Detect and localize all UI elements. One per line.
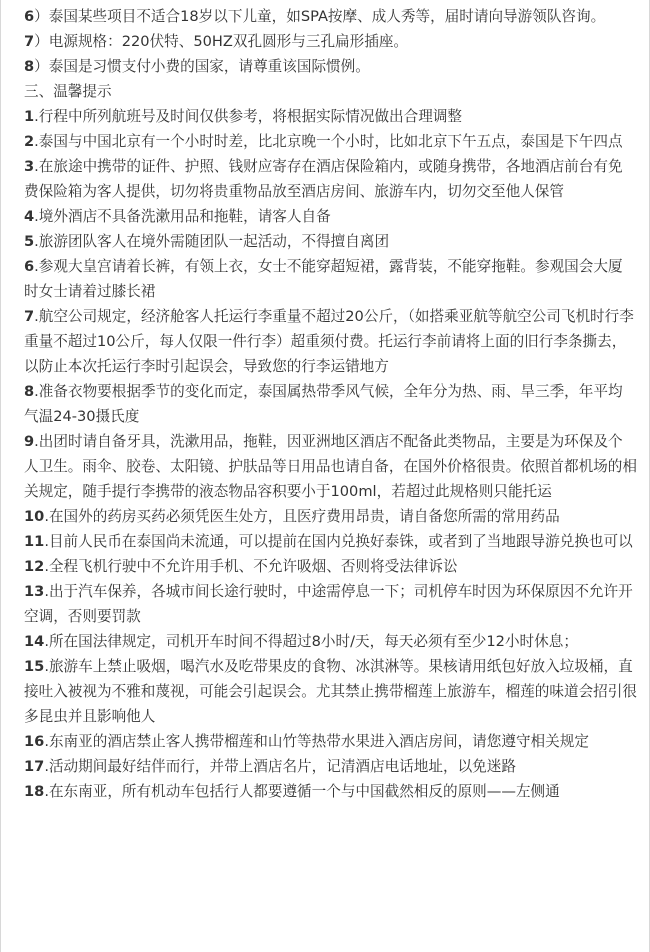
notice-item [24,254,637,304]
notice-item [24,104,637,129]
item-number: 1 [24,108,35,125]
item-number: 3 [24,158,35,175]
item-text: .全程飞机行驶中不允许用手机、不允许吸烟、否则将受法律诉讼 [44,558,458,575]
notice-item [24,229,637,254]
item-text: .参观大皇宫请着长裤，有领上衣，女士不能穿超短裙，露背装，不能穿拖鞋。参观国会大厦时女士请着过膝长裙 [24,258,623,300]
notice-item [24,304,637,379]
item-text: .泰国与中国北京有一个小时时差，比北京晚一个小时，比如北京下午五点，泰国是下午四点 [34,133,623,150]
item-text: ）泰国是习惯支付小费的国家，请尊重该国际惯例。 [34,58,370,75]
item-text: .目前人民币在泰国尚未流通，可以提前在国内兑换好泰铢，或者到了当地跟导游兑换也可以 [44,533,633,550]
notice-item [24,729,637,754]
item-text: .准备衣物要根据季节的变化而定，泰国属热带季风气候，全年分为热、雨、旱三季，年平均气温24-30摄氏度 [24,383,623,425]
item-text: .活动期间最好结伴而行，并带上酒店名片，记清酒店电话地址，以免迷路 [44,758,516,775]
notice-item [24,379,637,429]
item-number: 4 [24,208,35,225]
notice-item [24,4,637,29]
item-number: 18 [24,783,45,800]
item-text: .在旅途中携带的证件、护照、钱财应寄存在酒店保险箱内，或随身携带，各地酒店前台有免费保险箱为客人提供，切勿将贵重物品放至酒店房间、旅游车内，切勿交至他人保管 [24,158,623,200]
item-text: .在东南亚，所有机动车包括行人都要遵循一个与中国截然相反的原则——左侧通 [44,783,560,800]
item-number: 14 [24,633,45,650]
notice-item [24,554,637,579]
item-number: 6 [24,258,35,275]
item-number: 16 [24,733,45,750]
item-number: 8 [24,383,35,400]
notice-item [24,529,637,554]
item-number: 2 [24,133,35,150]
item-number: 7 [24,33,35,50]
notice-item [24,779,637,804]
item-number: 12 [24,558,45,575]
notice-item [24,504,637,529]
item-text: .出团时请自备牙具，洗漱用品，拖鞋，因亚洲地区酒店不配备此类物品，主要是为环保及个人卫生。雨伞、胶卷、太阳镜、护肤品等日用品也请自备，在国外价格很贵。依照首都机场的相关规定，随手提行李携带的液态物品容积要小于100ml，若超过此规格则只能托运 [24,433,637,500]
item-text: .境外酒店不具备洗漱用品和拖鞋，请客人自备 [34,208,331,225]
item-number: 9 [24,433,35,450]
item-number: 5 [24,233,35,250]
notice-item [24,29,637,54]
item-text: .在国外的药房买药必须凭医生处方，且医疗费用昂贵，请自备您所需的常用药品 [44,508,560,525]
item-text: .所在国法律规定，司机开车时间不得超过8小时/天，每天必须有至少12小时休息； [44,633,578,650]
notice-item [24,654,637,729]
item-number: 17 [24,758,45,775]
item-text: .出于汽车保养，各城市间长途行驶时，中途需停息一下；司机停车时因为环保原因不允许开空调，否则要罚款 [24,583,633,625]
item-number: 13 [24,583,45,600]
item-number: 7 [24,308,35,325]
item-text: ）电源规格：220伏特、50HZ双孔圆形与三孔扁形插座。 [34,33,409,50]
notice-item [24,629,637,654]
notice-item [24,754,637,779]
item-number: 10 [24,508,45,525]
notice-item [24,129,637,154]
notice-text [1,0,649,804]
item-text: .旅游团队客人在境外需随团队一起活动，不得擅自离团 [34,233,390,250]
item-text: ）泰国某些项目不适合18岁以下儿童，如SPA按摩、成人秀等，届时请向导游领队咨询。 [34,8,606,25]
item-text: 三、温馨提示 [24,83,112,100]
item-number: 6 [24,8,35,25]
notice-item [24,429,637,504]
item-text: .航空公司规定，经济舱客人托运行李重量不超过20公斤，（如搭乘亚航等航空公司飞机时行李重量不超过10公斤，每人仅限一件行李）超重须付费。托运行李前请将上面的旧行李条撕去，以防止本次托运行李时引起误会，导致您的行李运错地方 [24,308,634,375]
notice-item [24,154,637,204]
notice-item [24,54,637,79]
item-text: .行程中所列航班号及时间仅供参考，将根据实际情况做出合理调整 [34,108,463,125]
notice-item [24,579,637,629]
item-number: 8 [24,58,35,75]
item-number: 11 [24,533,45,550]
notice-item [24,204,637,229]
item-text: .旅游车上禁止吸烟，喝汽水及吃带果皮的食物、冰淇淋等。果核请用纸包好放入垃圾桶，直接吐入被视为不雅和蔑视，可能会引起误会。尤其禁止携带榴莲上旅游车，榴莲的味道会招引很多昆虫并且影响他人 [24,658,637,725]
item-text: .东南亚的酒店禁止客人携带榴莲和山竹等热带水果进入酒店房间，请您遵守相关规定 [44,733,589,750]
item-number: 15 [24,658,45,675]
section-heading [24,79,637,104]
